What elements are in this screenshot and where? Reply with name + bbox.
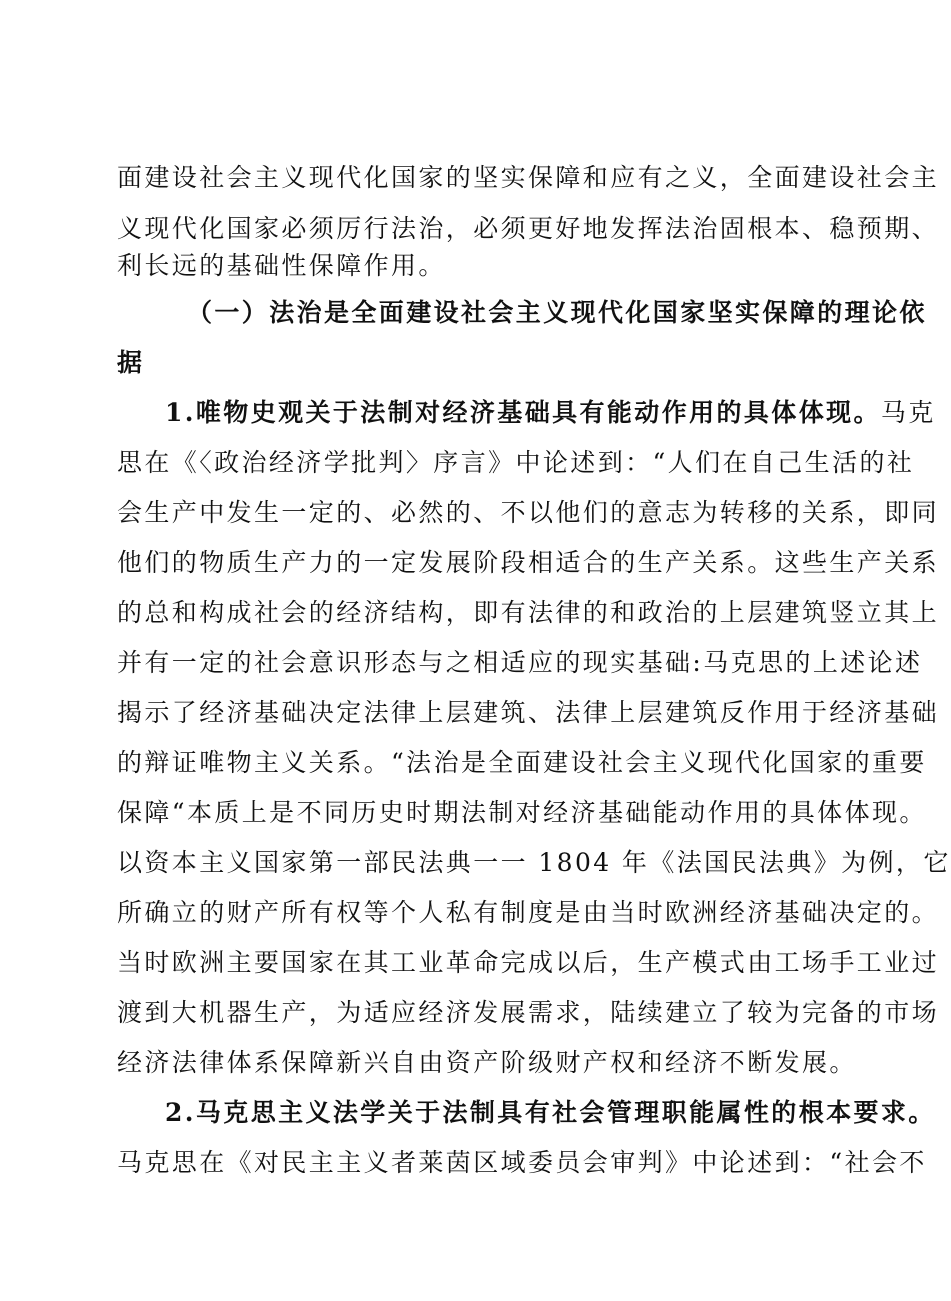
body-text-line: 义现代化国家必须厉行法治，必须更好地发挥法治固根本、稳预期、 <box>117 214 940 243</box>
body-text-line: 他们的物质生产力的一定发展阶段相适合的生产关系。这些生产关系 <box>117 548 940 577</box>
body-text-line: 利长远的基础性保障作用。 <box>117 251 446 280</box>
body-text-line: 渡到大机器生产，为适应经济发展需求，陆续建立了较为完备的市场 <box>117 998 940 1027</box>
body-text-line: 并有一定的社会意识形态与之相适应的现实基础:马克思的上述论述 <box>117 648 923 677</box>
body-text-line: 经济法律体系保障新兴自由资产阶级财产权和经济不断发展。 <box>117 1048 857 1077</box>
body-text-line: 保障“本质上是不同历史时期法制对经济基础能动作用的具体体现。 <box>117 798 927 827</box>
subsection-first-line <box>165 397 936 429</box>
body-text-line: 揭示了经济基础决定法律上层建筑、法律上层建筑反作用于经济基础 <box>117 698 940 727</box>
body-text-line: 所确立的财产所有权等个人私有制度是由当时欧洲经济基础决定的。 <box>117 898 940 927</box>
body-text-line: 思在《〈政治经济学批判〉序言》中论述到：“人们在自己生活的社 <box>117 448 915 477</box>
body-text-line: 的总和构成社会的经济结构，即有法律的和政治的上层建筑竖立其上 <box>117 598 940 627</box>
body-text-line: 会生产中发生一定的、必然的、不以他们的意志为转移的关系，即同 <box>117 498 940 527</box>
body-text-line: 的辩证唯物主义关系。“法治是全面建设社会主义现代化国家的重要 <box>117 748 927 777</box>
subsection-heading: 2.马克思主义法学关于法制具有社会管理职能属性的根本要求。 <box>165 1098 936 1127</box>
section-heading: （一）法治是全面建设社会主义现代化国家坚实保障的理论依 <box>187 298 927 327</box>
body-text-line: 当时欧洲主要国家在其工业革命完成以后，生产模式由工场手工业过 <box>117 948 940 977</box>
body-text-line: 以资本主义国家第一部民法典一一 1804 年《法国民法典》为例，它 <box>117 848 951 877</box>
body-text-line: 马克思在《对民主主义者莱茵区域委员会审判》中论述到：“社会不 <box>117 1148 927 1177</box>
body-text-run: 马克 <box>880 398 936 427</box>
body-text-line: 面建设社会主义现代化国家的坚实保障和应有之义，全面建设社会主 <box>117 163 940 192</box>
subsection-heading: 1.唯物史观关于法制对经济基础具有能动作用的具体体现。 <box>165 398 881 427</box>
section-heading-continuation: 据 <box>117 348 145 377</box>
